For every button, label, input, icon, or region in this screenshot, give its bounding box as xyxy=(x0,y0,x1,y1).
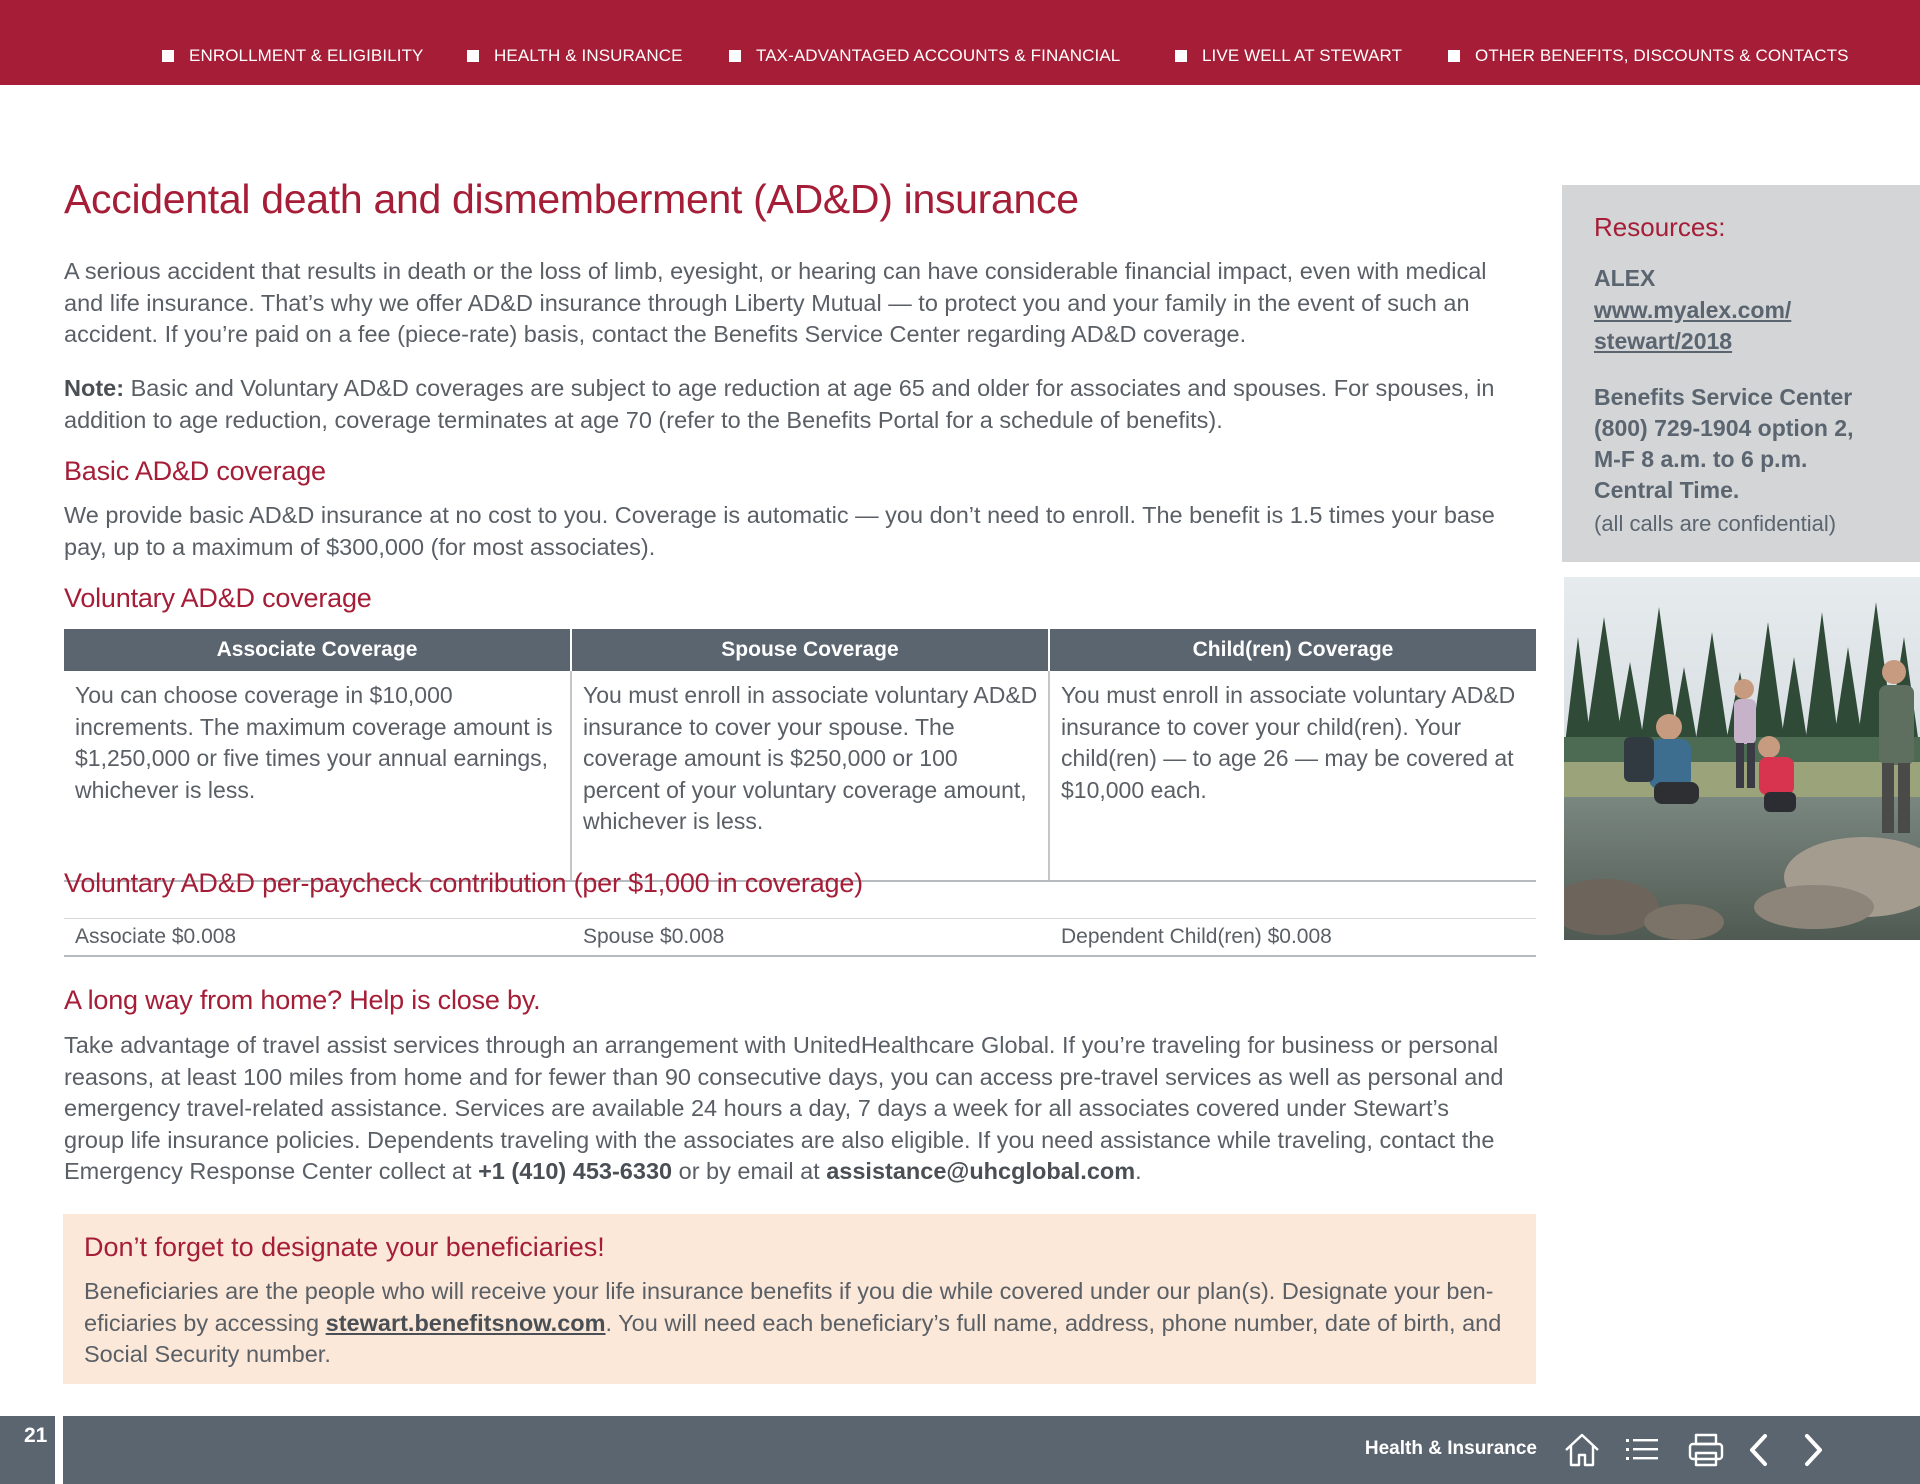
callout-text-after: . You will need each beneficiary’s full name, address, phone number, date of birth, and Social Security number. xyxy=(84,1309,1502,1367)
footer-bar xyxy=(0,1416,1920,1484)
table-cell-children: You must enroll in associate voluntary AD&D insurance to cover your child(ren). Your child(ren) — to age 26 — may be covered at $10,000 each. xyxy=(1061,682,1516,803)
benefitsnow-link[interactable]: stewart.benefitsnow.com xyxy=(325,1309,606,1336)
nav-item-label: ENROLLMENT & ELIGIBILITY xyxy=(189,46,424,65)
nav-item-label: OTHER BENEFITS, DISCOUNTS & CONTACTS xyxy=(1475,46,1849,65)
nav-item-label: LIVE WELL AT STEWART xyxy=(1202,46,1403,65)
page-title: Accidental death and dismemberment (AD&D) insurance xyxy=(64,176,1079,222)
voluntary-coverage-table xyxy=(64,629,1536,882)
travel-heading: A long way from home? Help is close by. xyxy=(64,985,541,1015)
note-text: Basic and Voluntary AD&D coverages are subject to age reduction at age 65 and older for associates and spouses. For spouses, in addition to age reduction, coverage terminates at age 70 (refer to the Benefits Portal for a schedule of benefits). xyxy=(64,375,1495,433)
page-number: 21 xyxy=(24,1424,48,1447)
square-bullet-icon xyxy=(162,50,174,62)
note-paragraph xyxy=(64,373,1514,436)
contribution-associate: Associate $0.008 xyxy=(75,925,237,948)
travel-email[interactable]: assistance@uhcglobal.com xyxy=(826,1158,1136,1184)
bsc-hours: M-F 8 a.m. to 6 p.m. xyxy=(1594,446,1808,472)
hikers-photo xyxy=(1564,577,1920,940)
table-cell-associate: You can choose coverage in $10,000 increments. The maximum coverage amount is $1,250,000 or five times your annual earnings, whichever is less. xyxy=(64,671,572,880)
home-icon[interactable] xyxy=(1562,1430,1602,1470)
travel-phone[interactable]: +1 (410) 453-6330 xyxy=(478,1158,673,1184)
nav-item-label: HEALTH & INSURANCE xyxy=(494,46,683,65)
square-bullet-icon xyxy=(729,50,741,62)
travel-paragraph xyxy=(64,1030,1514,1188)
alex-link-line1[interactable]: www.myalex.com/ xyxy=(1594,297,1792,323)
square-bullet-icon xyxy=(1175,50,1187,62)
travel-text: Take advantage of travel assist services through an arrangement with UnitedHealthcare Global. If you’re traveling for business or personal reasons, at least 100 miles from home and for fewer than 90 consecutive days, you can access pre-travel services as well as personal and emergency travel-related assistance. Services are available 24 hours a day, 7 days a week for all associates covered under Stewart’s group life insurance policies. Dependents traveling with the associates are also eligible. If you need assistance while traveling, contact the Emergency Response Center collect at xyxy=(64,1032,1504,1184)
hikers-photo-illustration xyxy=(1564,577,1920,940)
nav-item-health[interactable] xyxy=(467,44,683,68)
note-label: Note: xyxy=(64,375,125,401)
basic-coverage-paragraph: We provide basic AD&D insurance at no cost to you. Coverage is automatic — you don’t need to enroll. The benefit is 1.5 times your base pay, up to a maximum of $300,000 (for most associates). xyxy=(64,502,1495,560)
bsc-note: (all calls are confidential) xyxy=(1594,511,1837,536)
callout-title: Don’t forget to designate your beneficiaries! xyxy=(84,1232,605,1262)
contribution-row xyxy=(64,918,1536,957)
intro-paragraph: A serious accident that results in death or the loss of limb, eyesight, or hearing can have considerable financial impact, even with medical and life insurance. That’s why we offer AD&D insurance through Liberty Mutual — to protect you and your family in the event of such an accident. If you’re paid on a fee (piece-rate) basis, contact the Benefits Service Center regarding AD&D coverage. xyxy=(64,258,1487,347)
table-header-children: Child(ren) Coverage xyxy=(1050,629,1536,671)
square-bullet-icon xyxy=(467,50,479,62)
nav-item-live-well[interactable] xyxy=(1175,44,1402,68)
bsc-line1: Benefits Service Center xyxy=(1594,384,1853,410)
nav-item-tax-accounts[interactable] xyxy=(729,44,1120,68)
top-nav-bar xyxy=(0,0,1920,85)
callout-body xyxy=(84,1276,1514,1371)
table-cell-spouse: You must enroll in associate voluntary AD&D insurance to cover your spouse. The coverage amount is $250,000 or 100 percent of your voluntary coverage amount, whichever is less. xyxy=(572,671,1050,880)
footer-section-label: Health & Insurance xyxy=(1364,1438,1537,1459)
beneficiaries-callout xyxy=(63,1214,1536,1384)
alex-label: ALEX xyxy=(1594,265,1656,291)
nav-item-label: TAX-ADVANTAGED ACCOUNTS & FINANCIAL xyxy=(756,46,1121,65)
square-bullet-icon xyxy=(1448,50,1460,62)
resources-sidebar xyxy=(1562,185,1920,562)
contribution-spouse: Spouse $0.008 xyxy=(583,925,725,948)
contribution-heading: Voluntary AD&D per-paycheck contribution (per $1,000 in coverage) xyxy=(64,868,863,898)
table-header-spouse: Spouse Coverage xyxy=(572,629,1050,671)
callout-text-before: Beneficiaries are the people who will receive your life insurance benefits if you die while covered under our plan(s). Designate your ben-eficiaries by accessing xyxy=(84,1278,1494,1336)
basic-coverage-heading: Basic AD&D coverage xyxy=(64,456,326,486)
travel-end-text: . xyxy=(1135,1158,1142,1184)
resources-title: Resources: xyxy=(1594,212,1726,242)
bsc-phone: (800) 729-1904 option 2, xyxy=(1594,415,1854,441)
travel-mid-text: or by email at xyxy=(672,1158,827,1184)
table-row xyxy=(64,671,1536,882)
menu-list-icon[interactable] xyxy=(1622,1430,1662,1470)
bsc-timezone: Central Time. xyxy=(1594,477,1740,503)
contribution-children: Dependent Child(ren) $0.008 xyxy=(1061,925,1332,948)
voluntary-coverage-heading: Voluntary AD&D coverage xyxy=(64,583,372,613)
page-number-box xyxy=(0,1416,63,1484)
nav-item-enrollment[interactable] xyxy=(162,44,424,68)
table-header-associate: Associate Coverage xyxy=(64,629,572,671)
alex-link-line2[interactable]: stewart/2018 xyxy=(1594,328,1733,354)
prev-arrow-icon[interactable] xyxy=(1740,1430,1780,1470)
table-header-row xyxy=(64,629,1536,671)
next-arrow-icon[interactable] xyxy=(1792,1430,1832,1470)
print-icon[interactable] xyxy=(1686,1430,1726,1470)
nav-item-other-benefits[interactable] xyxy=(1448,44,1849,68)
